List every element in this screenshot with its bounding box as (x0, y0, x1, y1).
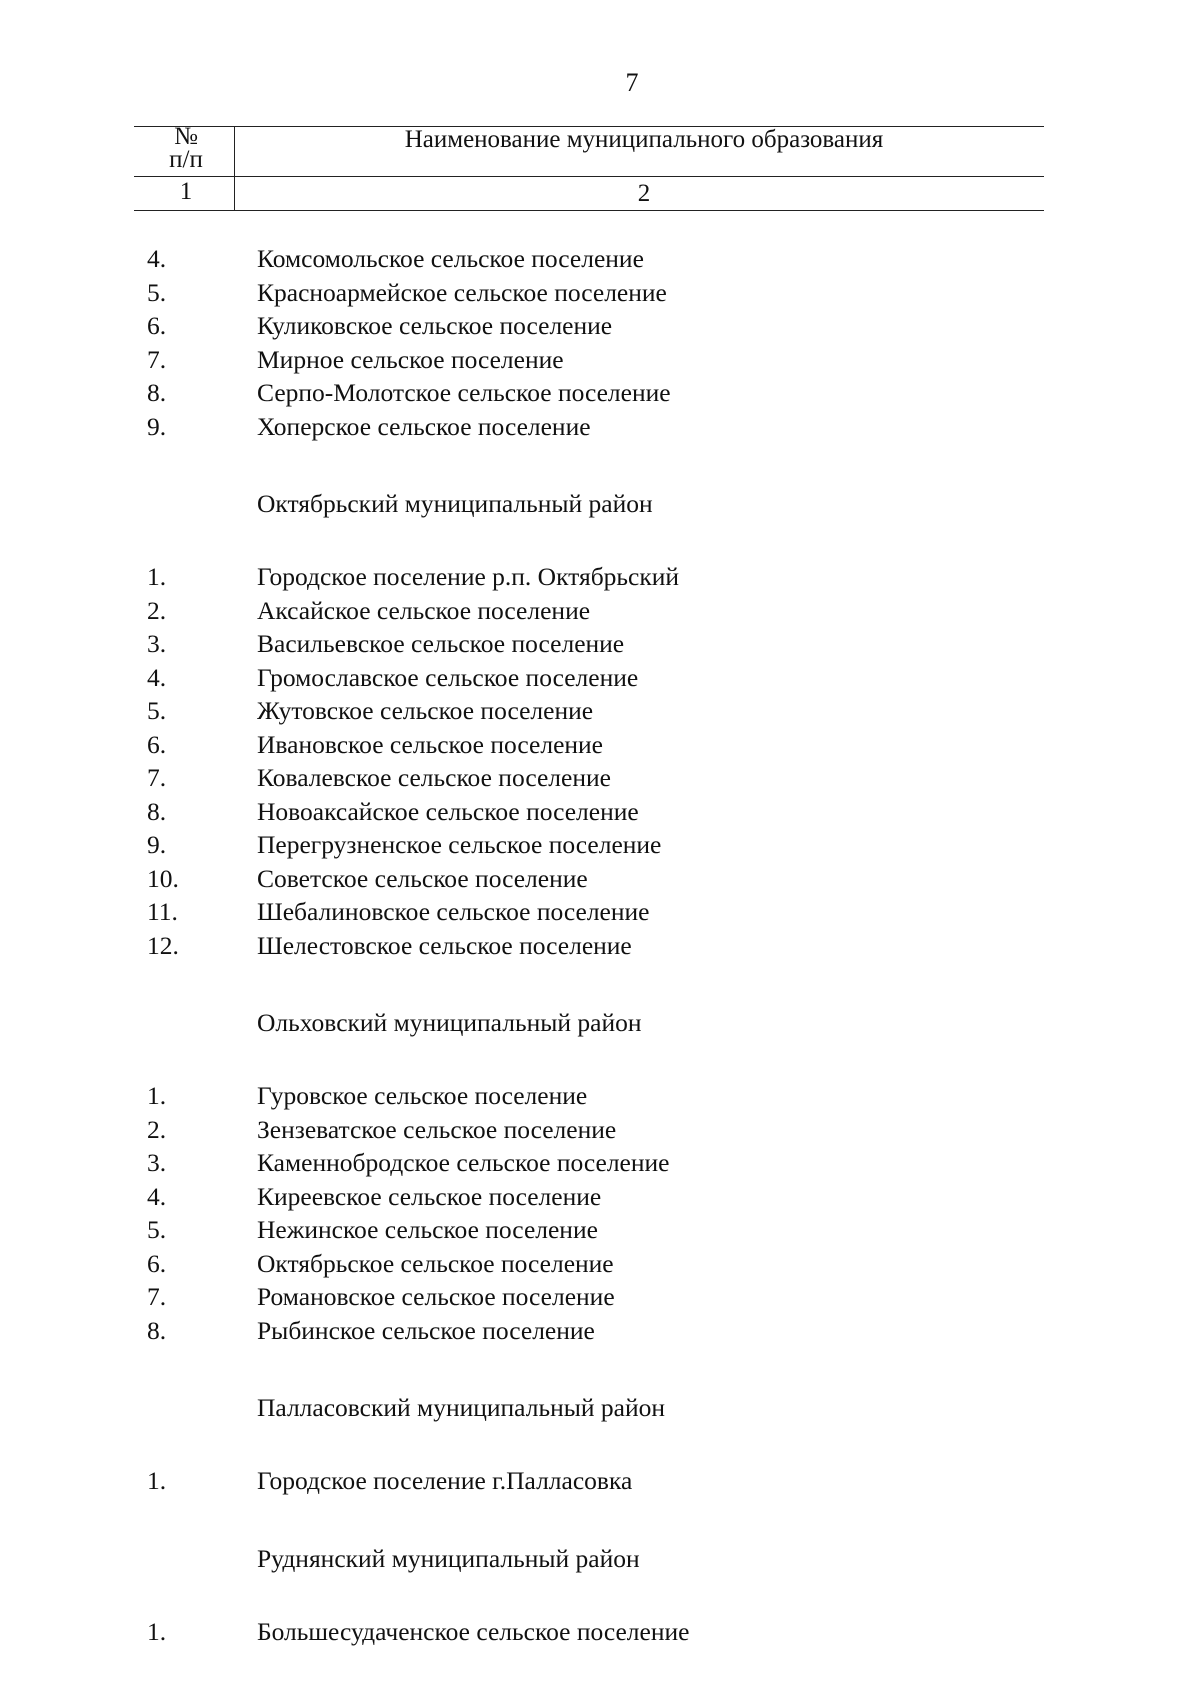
list-item (147, 309, 1047, 343)
item-number: 4. (147, 244, 167, 273)
list-item (147, 661, 1047, 695)
section (147, 1498, 1047, 1649)
section (147, 242, 1047, 443)
settlement-name: Новоаксайское сельское поселение (257, 796, 639, 826)
header-name-column: Наименование муниципального образования (404, 126, 884, 153)
spacer (147, 962, 1047, 1006)
settlement-name: Хоперское сельское поселение (257, 411, 591, 441)
item-number: 10. (147, 863, 179, 893)
item-number: 9. (147, 411, 167, 441)
list-item (147, 376, 1047, 410)
settlement-name: Зензеватское сельское поселение (257, 1114, 617, 1144)
item-number: 1. (147, 1081, 167, 1110)
item-number: 8. (147, 1315, 167, 1345)
spacer (147, 443, 1047, 487)
item-number: 1. (147, 1466, 167, 1495)
list-item (147, 728, 1047, 762)
list-item (147, 410, 1047, 444)
item-number: 4. (147, 662, 167, 692)
header-column-index-1: 1 (179, 178, 193, 205)
list-item (147, 694, 1047, 728)
settlement-name: Каменнобродское сельское поселение (257, 1148, 670, 1177)
item-number: 1. (147, 562, 167, 591)
settlement-name: Красноармейское сельское поселение (257, 277, 667, 307)
item-number: 2. (147, 595, 167, 625)
settlement-name: Советское сельское поселение (257, 863, 588, 893)
settlement-name: Городское поселение р.п. Октябрьский (257, 562, 680, 591)
header-column-index-2: 2 (637, 180, 651, 207)
settlement-name: Шебалиновское сельское поселение (257, 897, 650, 926)
item-number: 6. (147, 729, 167, 759)
district-heading: Ольховский муниципальный район (257, 1008, 642, 1037)
settlement-name: Куликовское сельское поселение (257, 311, 613, 340)
settlement-name: Октябрьское сельское поселение (257, 1248, 614, 1278)
section (147, 962, 1047, 1347)
spacer (147, 1424, 1047, 1464)
settlement-name: Серпо-Молотское сельское поселение (257, 378, 671, 407)
settlement-name: Громославское сельское поселение (257, 662, 639, 692)
settlement-name: Комсомольское сельское поселение (257, 244, 644, 273)
settlement-name: Перегрузненское сельское поселение (257, 830, 662, 859)
list-item (147, 594, 1047, 628)
spacer (147, 1039, 1047, 1079)
header-middle-rule (134, 176, 1044, 177)
list-item (147, 1180, 1047, 1214)
spacer (147, 1347, 1047, 1391)
settlement-name: Жутовское сельское поселение (257, 696, 594, 725)
page-number: 7 (625, 68, 639, 97)
header-column-divider (234, 126, 235, 210)
settlement-name: Большесудаченское сельское поселение (257, 1616, 690, 1646)
item-number: 7. (147, 763, 167, 792)
settlement-list (147, 242, 1047, 1648)
settlement-name: Рыбинское сельское поселение (257, 1315, 595, 1345)
item-number: 3. (147, 629, 167, 658)
item-number: 11. (147, 897, 178, 926)
settlement-name: Ивановское сельское поселение (257, 729, 603, 759)
list-item (147, 1615, 1047, 1649)
list-item (147, 1247, 1047, 1281)
item-number: 12. (147, 930, 179, 960)
settlement-name: Ковалевское сельское поселение (257, 763, 611, 792)
list-item (147, 343, 1047, 377)
settlement-name: Мирное сельское поселение (257, 344, 564, 374)
settlement-name: Гуровское сельское поселение (257, 1081, 588, 1110)
item-number: 4. (147, 1181, 167, 1211)
list-item (147, 276, 1047, 310)
list-item (147, 929, 1047, 963)
item-number: 3. (147, 1148, 167, 1177)
item-number: 9. (147, 830, 167, 859)
header-bottom-rule (134, 210, 1044, 211)
item-number: 5. (147, 1215, 167, 1244)
item-number: 5. (147, 277, 167, 307)
list-item (147, 242, 1047, 276)
settlement-name: Васильевское сельское поселение (257, 629, 625, 658)
item-number: 8. (147, 796, 167, 826)
item-number: 8. (147, 378, 167, 407)
list-item (147, 761, 1047, 795)
district-heading: Руднянский муниципальный район (257, 1543, 640, 1573)
item-number: 2. (147, 1114, 167, 1144)
item-number: 1. (147, 1616, 167, 1646)
item-number: 6. (147, 1248, 167, 1278)
table-header (134, 123, 1044, 218)
settlement-name: Городское поселение г.Палласовка (257, 1466, 633, 1495)
settlement-name: Нежинское сельское поселение (257, 1215, 598, 1244)
list-item (147, 627, 1047, 661)
list-item (147, 895, 1047, 929)
item-number: 7. (147, 344, 167, 374)
settlement-name: Киреевское сельское поселение (257, 1181, 602, 1211)
list-item (147, 1146, 1047, 1180)
section (147, 1347, 1047, 1498)
header-number-abbrev: п/п (169, 146, 203, 173)
spacer (147, 1575, 1047, 1615)
settlement-name: Аксайское сельское поселение (257, 595, 591, 625)
list-item (147, 1314, 1047, 1348)
list-item (147, 1113, 1047, 1147)
spacer (147, 520, 1047, 560)
list-item (147, 1213, 1047, 1247)
item-number: 7. (147, 1282, 167, 1311)
list-item (147, 1280, 1047, 1314)
list-item (147, 862, 1047, 896)
item-number: 6. (147, 311, 167, 340)
settlement-name: Романовское сельское поселение (257, 1282, 615, 1311)
district-heading: Палласовский муниципальный район (257, 1393, 665, 1422)
list-item (147, 560, 1047, 594)
header-number-sign: № (174, 123, 198, 150)
list-item (147, 828, 1047, 862)
list-item (147, 1464, 1047, 1498)
spacer (147, 1498, 1047, 1542)
list-item (147, 1079, 1047, 1113)
item-number: 5. (147, 696, 167, 725)
settlement-name: Шелестовское сельское поселение (257, 930, 632, 960)
list-item (147, 795, 1047, 829)
district-heading: Октябрьский муниципальный район (257, 489, 653, 518)
section (147, 443, 1047, 962)
